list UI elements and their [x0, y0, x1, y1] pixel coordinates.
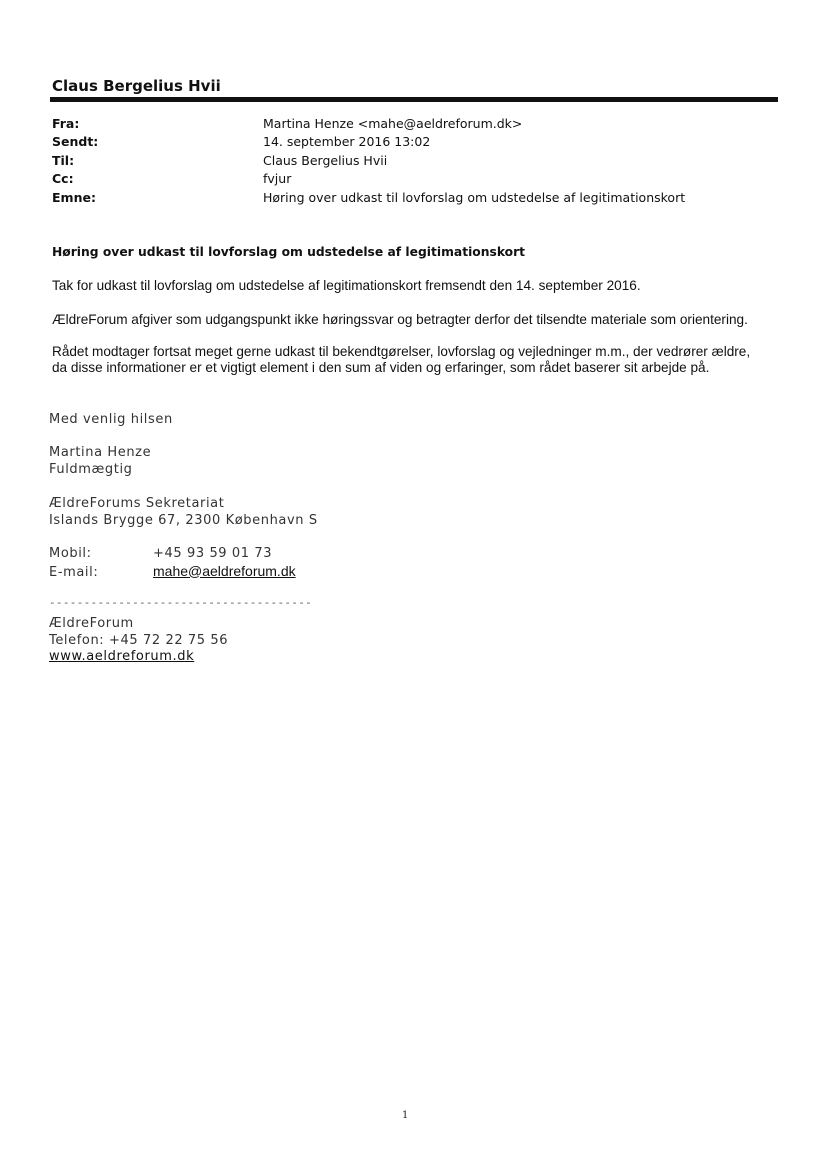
to-label: Til: [52, 152, 75, 168]
email-header [52, 116, 752, 208]
sent-row [52, 134, 752, 152]
cc-value: fvjur [263, 171, 292, 187]
mobile-row [49, 546, 296, 563]
cc-row [52, 171, 752, 189]
footer-organization: ÆldreForum [49, 616, 134, 631]
signature-role: Fuldmægtig [49, 461, 133, 477]
signature-organization: ÆldreForums Sekretariat [49, 496, 225, 511]
body-paragraph-1: Tak for udkast til lovforslag om udstedelse af legitimationskort fremsendt den 14. september 2016. [52, 278, 641, 293]
body-paragraph-2: ÆldreForum afgiver som udgangspunkt ikke høringssvar og betragter derfor det tilsendte materiale som orientering. [52, 312, 748, 327]
email-row [49, 563, 296, 582]
subject-row [52, 190, 752, 208]
email-label: E-mail: [49, 564, 99, 580]
signature-contact [49, 546, 296, 581]
body-paragraph-3-line-1: Rådet modtager fortsat meget gerne udkast til bekendtgørelser, lovforslag og vejledninger m.m., der vedrører ældre, [52, 344, 751, 359]
to-row [52, 153, 752, 171]
website-link[interactable]: www.aeldreforum.dk [49, 649, 195, 664]
signature-organization-block [49, 496, 318, 529]
signature-address: Islands Brygge 67, 2300 København S [49, 512, 318, 528]
body-paragraph-3 [52, 344, 772, 376]
body-paragraph-3-line-2: da disse informationer er et vigtigt element i den sum af viden og erfaringer, som rådet baserer sit arbejde på. [52, 360, 710, 375]
from-row [52, 116, 752, 134]
body-subject-heading: Høring over udkast til lovforslag om udstedelse af legitimationskort [52, 245, 526, 259]
print-header-title: Claus Bergelius Hvii [52, 77, 221, 95]
cc-label: Cc: [52, 171, 74, 187]
mobile-value: +45 93 59 01 73 [153, 546, 273, 561]
subject-label: Emne: [52, 189, 96, 205]
from-value: Martina Henze <mahe@aeldreforum.dk> [263, 116, 523, 131]
sent-value: 14. september 2016 13:02 [263, 134, 431, 150]
signature-footer [49, 616, 228, 666]
signature-divider: -------------------------------------- [49, 596, 313, 609]
signature-name: Martina Henze [49, 445, 152, 460]
subject-value: Høring over udkast til lovforslag om udstedelse af legitimationskort [263, 189, 686, 205]
header-rule [50, 97, 778, 102]
mobile-label: Mobil: [49, 546, 92, 561]
signature-greeting: Med venlig hilsen [49, 412, 173, 427]
footer-phone: Telefon: +45 72 22 75 56 [49, 632, 229, 648]
to-value: Claus Bergelius Hvii [263, 152, 388, 168]
sent-label: Sendt: [52, 134, 99, 150]
signature-person [49, 445, 151, 478]
from-label: Fra: [52, 116, 80, 131]
email-link[interactable]: mahe@aeldreforum.dk [153, 562, 296, 579]
page-number: 1 [402, 1110, 409, 1121]
